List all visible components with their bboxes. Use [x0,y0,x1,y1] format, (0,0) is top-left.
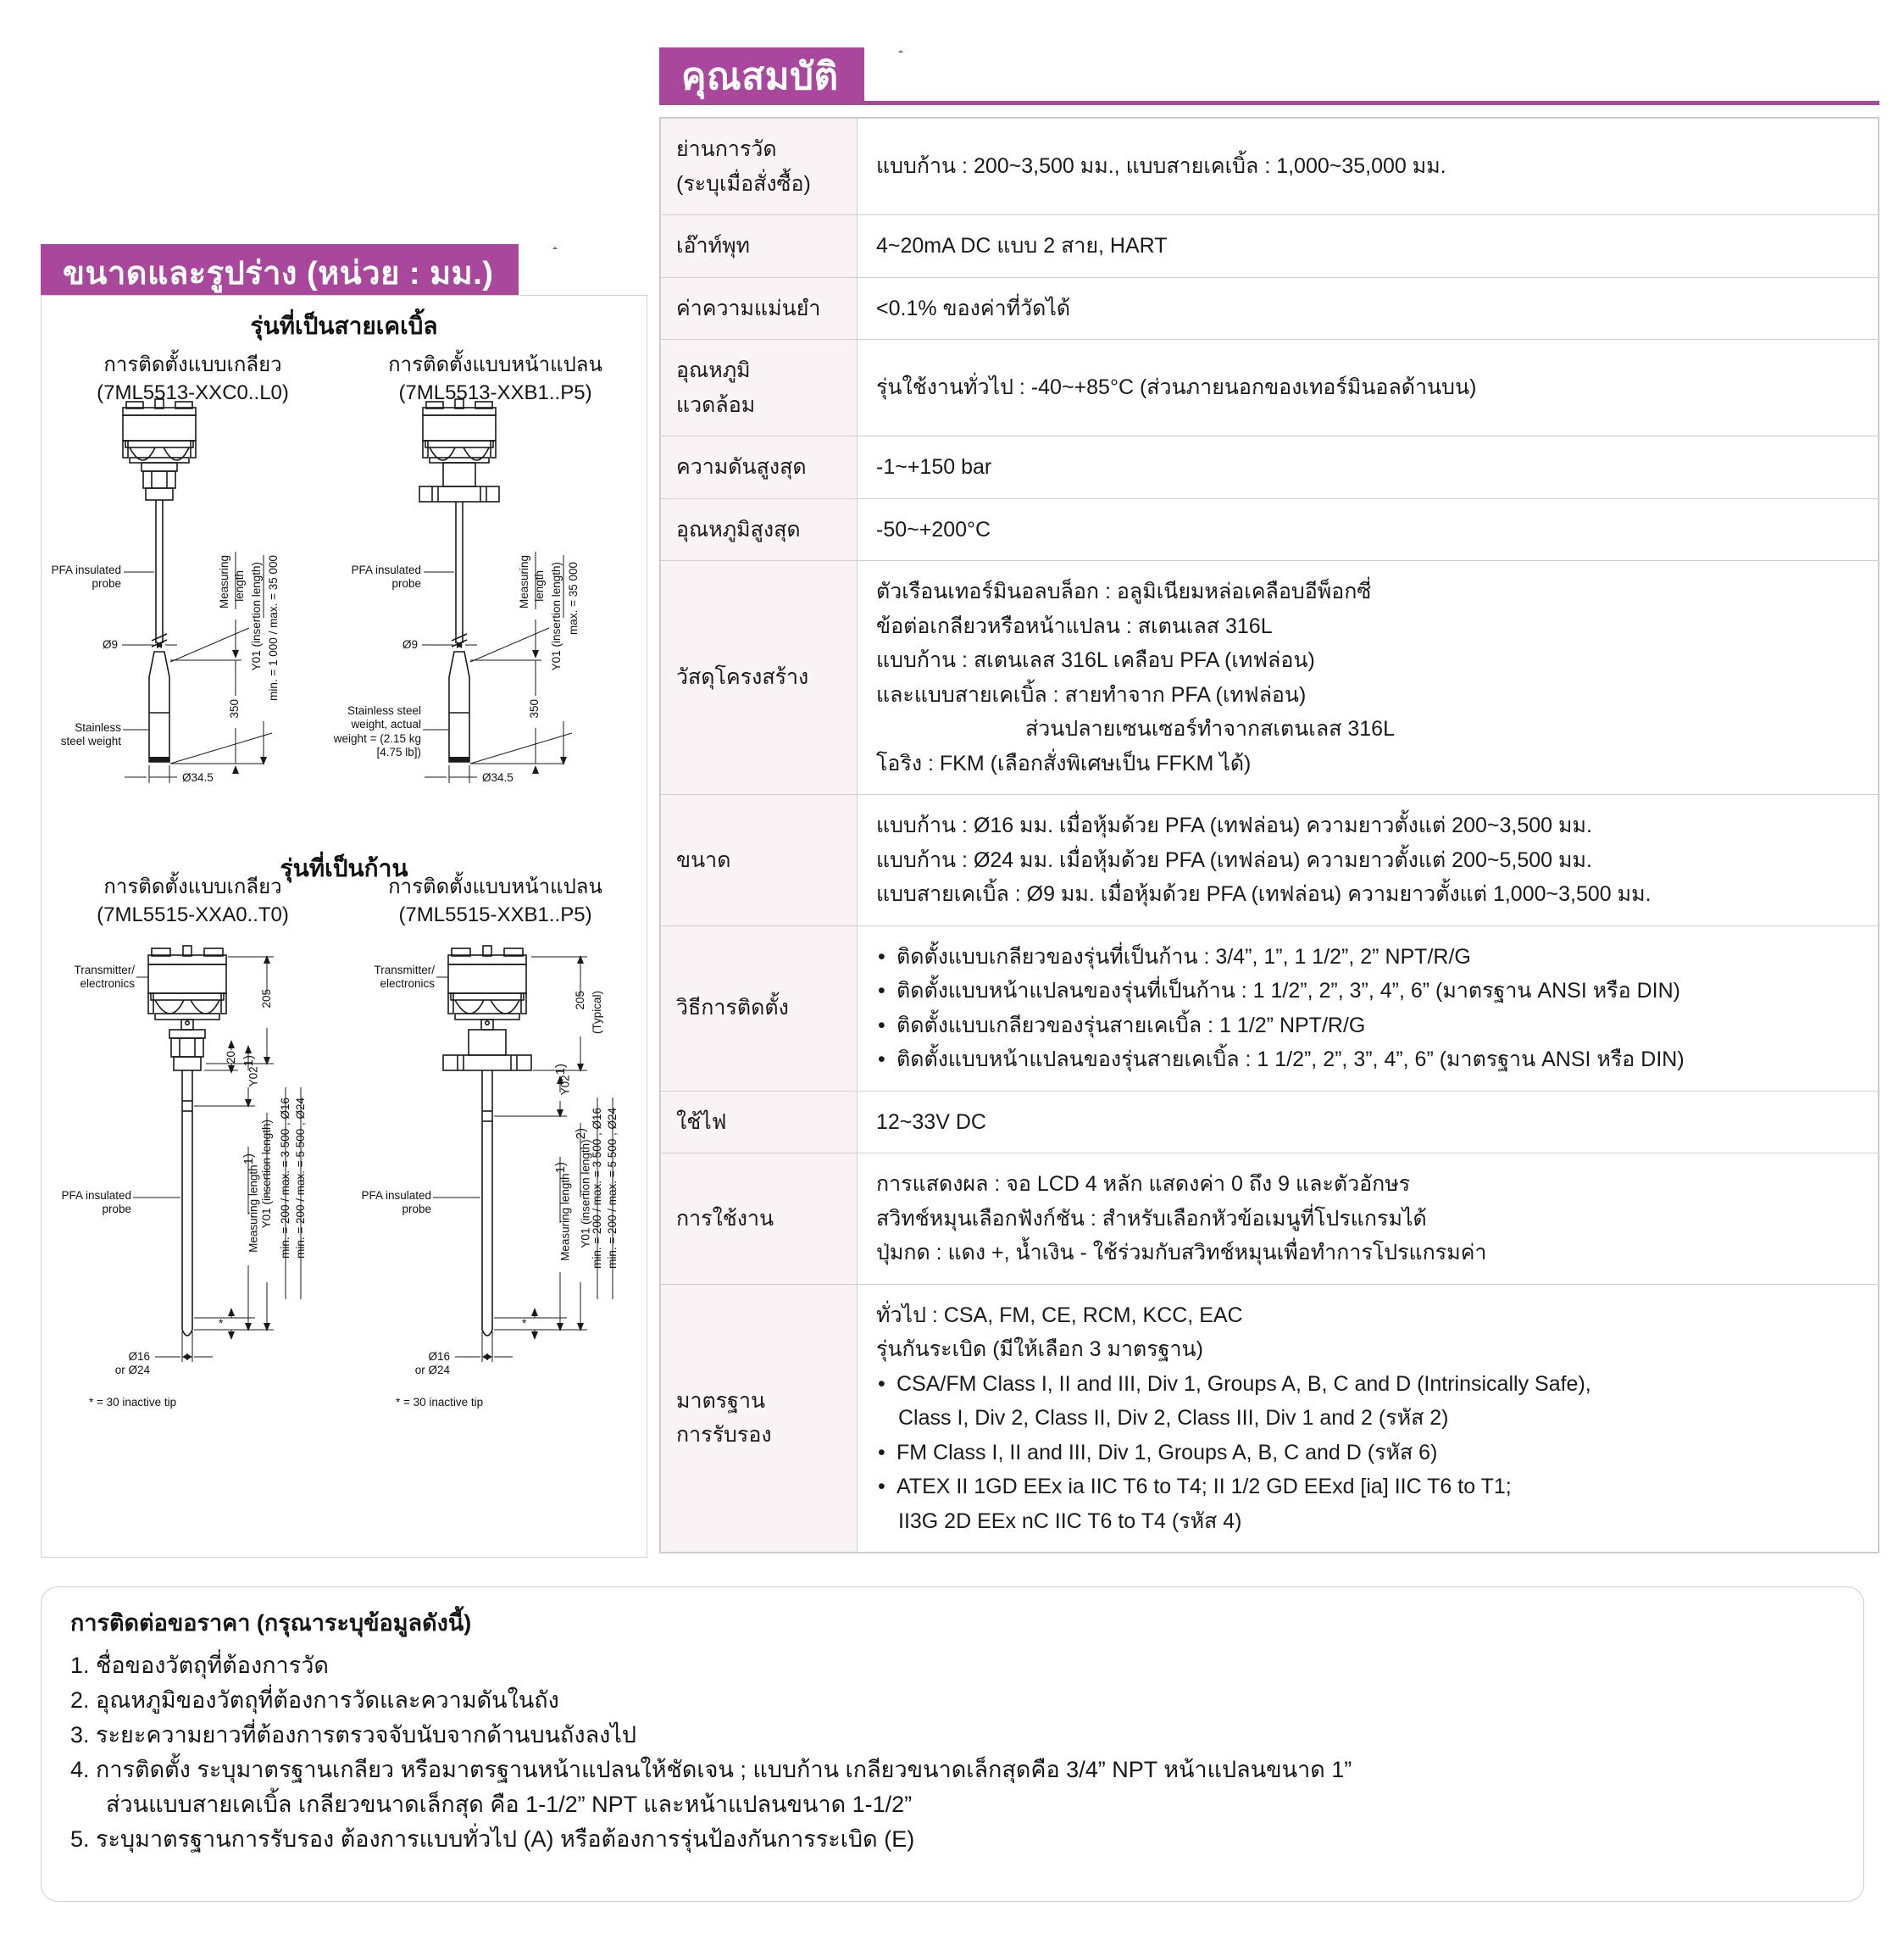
table-row [661,1091,1879,1153]
spec-key-ambient-temperature [661,340,858,436]
y02-label: Y02$^{1)}$ [241,1055,260,1087]
list-item: • ATEX II 1GD EEx ia IIC T6 to T4; II 1/2 GD EExd [ia] IIC T6 to T1; [876,1470,1862,1504]
inactive-tip-star: * [219,1317,224,1330]
spec-key-max-pressure [661,436,858,499]
typical-label: (Typical) [591,991,603,1035]
spec-value-ambient-temperature [858,340,1879,436]
key-line: ย่านการวัด [676,137,777,161]
spec-key-accuracy [661,277,858,340]
spec-key-materials [661,561,858,795]
key-line: ใช้ไฟ [676,1109,727,1134]
spec-key-measuring-range [661,119,858,215]
measuring-length-label-4: length [533,570,546,602]
certification-list [876,1367,1862,1539]
dimension-drawings-panel [41,295,647,1558]
min-max-16-label: min. = 200 / max. = 3 500 , Ø16 [279,1098,291,1259]
specifications-table-wrapper [659,117,1879,1553]
pfa-probe-label-4: PFA insulated probe [361,1189,431,1216]
y01-insertion-length-label: Y01 (insertion length) [250,562,263,671]
value-line: 12~33V DC [876,1109,986,1134]
spec-value-max-temperature [858,498,1879,561]
list-item: • ติดตั้งแบบหน้าแปลนของรุ่นสายเคเบิ้ล : 1 1/2”, 2”, 3”, 4”, 6” (มาตรฐาน ANSI หรือ DIN) [876,1042,1862,1077]
table-row [661,795,1879,926]
dimensions-banner-label: ขนาดและรูปร่าง (หน่วย : มม.) [63,255,494,292]
key-line: ความดันสูงสุด [676,455,807,479]
rod-section-title: รุ่นที่เป็นก้าน [280,855,408,881]
note-item-1: 1. ชื่อของวัตถุที่ต้องการวัด [70,1653,329,1678]
stainless-weight-label: Stainless steel weight [60,721,121,748]
rod-flanged-drawing [345,943,647,1426]
value-line: โอริง : FKM (เลือกสั่งพิเศษเป็น FFKM ได้) [876,751,1252,775]
min-max-label: min. = 1 000 / max. = 35 000 [267,555,280,701]
cable-flanged-svg [345,397,647,830]
rod-diameter-label-2: Ø16 or Ø24 [414,1350,450,1377]
spec-value-output [858,215,1879,278]
key-line: ขนาด [676,847,731,872]
features-banner [659,47,864,105]
list-item: • ติดตั้งแบบเกลียวของรุ่นสายเคเบิ้ล : 1 1/2” NPT/R/G [876,1009,1862,1043]
rod-threaded-drawing [42,943,345,1426]
spec-key-operation [661,1153,858,1285]
cable-threaded-caption-line2: (7ML5513-XXC0..L0) [97,381,289,404]
stainless-weight-actual-label: Stainless steel weight, actual weight = (2.15 kg [4.75 lb]) [333,704,421,759]
value-line: รุ่นกันระเบิด (มีให้เลือก 3 มาตรฐาน) [876,1337,1203,1361]
key-line: การใช้งาน [676,1206,774,1231]
spec-value-max-pressure [858,436,1879,499]
note-item-5: 5. ระบุมาตรฐานการรับรอง ต้องการแบบทั่วไป (A) หรือต้องการรุ่นป้องกันการระเบิด (E) [70,1826,915,1853]
spec-value-accuracy [858,277,1879,340]
spec-key-mounting [661,925,858,1091]
value-line: รุ่นใช้งานทั่วไป : -40~+85°C (ส่วนภายนอกของเทอร์มินอลด้านบน) [876,375,1477,400]
key-line: แวดล้อม [676,392,756,417]
key-line: มาตรฐาน [676,1388,766,1413]
list-item-continuation: II3G 2D EEx nC IIC T6 to T4 (รหัส 4) [898,1509,1242,1533]
table-row [661,1284,1879,1553]
rod-flanged-column [344,874,647,929]
cable-flanged-caption-line1: การติดตั้งแบบหน้าแปลน [388,353,602,376]
rod-drawing-pair [42,874,647,929]
value-line: สวิทช์หมุนเลือกฟังก์ชัน : สำหรับเลือกหัวข้อเมนูที่โปรแกรมได้ [876,1206,1427,1231]
dim-20-label: 20 [225,1051,237,1064]
table-row [661,436,1879,499]
spec-key-certifications [661,1284,858,1553]
y01-insertion-length-label-3: Y01 (insertion length) [260,1120,273,1229]
table-row [661,561,1879,795]
spec-value-mounting [858,925,1879,1091]
value-line: แบบก้าน : สเตนเลส 316L เคลือบ PFA (เทฟล่อน) [876,648,1315,672]
note-item-4-main: 4. การติดตั้ง ระบุมาตรฐานเกลียว หรือมาตรฐานหน้าแปลนให้ชัดเจน ; แบบก้าน เกลียวขนาดเล็กสุดคือ 3/4” NPT หน้าแปลนขนาด 1” [70,1757,1352,1783]
cable-flanged-drawing [333,397,647,830]
rod-flanged-caption-line1: การติดตั้งแบบหน้าแปลน [388,875,602,898]
value-line: 4~20mA DC แบบ 2 สาย, HART [876,234,1168,258]
value-line: แบบก้าน : Ø24 มม. เมื่อหุ้มด้วย PFA (เทฟล่อน) ความยาวตั้งแต่ 200~5,500 มม. [876,847,1592,872]
value-line: แบบก้าน : 200~3,500 มม., แบบสายเคเบิ้ล : 1,000~35,000 มม. [876,154,1446,179]
measuring-length-label-5: Measuring length$^{1)}$ [241,1153,260,1253]
rod-diameter-label: Ø16 or Ø24 [114,1350,150,1377]
value-line: ทั่วไป : CSA, FM, CE, RCM, KCC, EAC [876,1303,1243,1327]
key-line: วัสดุโครงสร้าง [676,665,809,690]
table-row [661,340,1879,436]
dim-350-label-2: 350 [528,699,541,719]
diameter-9-label: Ø9 [102,638,118,651]
spec-key-output [661,215,858,278]
table-row [661,119,1879,215]
quotation-note-box [41,1587,1864,1902]
features-banner-label: คุณสมบัติ [681,56,839,97]
table-row [661,925,1879,1091]
inactive-tip-star-2: * [522,1317,527,1330]
note-item-4 [70,1753,1835,1822]
table-row [661,1153,1879,1285]
pfa-probe-label-3: PFA insulated probe [61,1189,131,1216]
value-line: ปุ่มกด : แดง +, น้ำเงิน - ใช้ร่วมกับสวิทช์หมุนเพื่อทำการโปรแกรมค่า [876,1241,1487,1264]
list-item-continuation: Class I, Div 2, Class II, Div 2, Class III, Div 1 and 2 (รหัส 2) [898,1406,1449,1430]
y01-insertion-length-label-4: Y01 (insertion length)$^{2)}$ [574,1128,592,1248]
spec-value-size [858,795,1879,926]
rod-threaded-column [42,874,344,929]
specifications-table [660,118,1879,1553]
key-line: การรับรอง [676,1423,772,1448]
value-line: แบบสายเคเบิ้ล : Ø9 มม. เมื่อหุ้มด้วย PFA (เทฟล่อน) ความยาวตั้งแต่ 1,000~3,500 มม. [876,882,1651,906]
list-item: • ติดตั้งแบบเกลียวของรุ่นที่เป็นก้าน : 3/4”, 1”, 1 1/2”, 2” NPT/R/G [876,940,1862,975]
key-line: (ระบุเมื่อสั่งซื้อ) [676,171,811,196]
table-row [661,498,1879,561]
key-line: ค่าความแม่นยำ [676,296,821,320]
value-line: ข้อต่อเกลียวหรือหน้าแปลน : สเตนเลส 316L [876,614,1273,638]
note-item-3: 3. ระยะความยาวที่ต้องการตรวจจับนับจากด้านบนถังลงไป [70,1722,637,1748]
value-line: <0.1% ของค่าที่วัดได้ [876,296,1071,320]
value-line: ตัวเรือนเทอร์มินอลบล็อก : อลูมิเนียมหล่อเคลือบอีพ็อกซี่ [876,580,1372,603]
rod-flanged-caption-line2: (7ML5515-XXB1..P5) [398,903,592,926]
measuring-length-label-3: Measuring [518,555,530,609]
value-line: -1~+150 bar [876,455,992,479]
key-line: อุณหภูมิ [676,358,751,382]
table-row [661,277,1879,340]
banner-slant-shape [898,47,903,53]
measuring-length-label-6: Measuring length$^{1)}$ [553,1162,572,1261]
cable-threaded-drawing [42,397,345,830]
dim-205-label: 205 [260,989,273,1009]
min-max-16-label-2: min. = 200 / max. = 3 500 , Ø16 [591,1108,603,1269]
cable-section-title: รุ่นที่เป็นสายเคเบิ้ล [250,313,438,339]
spec-value-measuring-range [858,119,1879,215]
spec-key-size [661,795,858,926]
note-heading: การติดต่อขอราคา (กรุณาระบุข้อมูลดังนี้) [70,1610,472,1636]
pfa-probe-label: PFA insulated probe [51,564,121,591]
diameter-9-label-2: Ø9 [402,638,418,651]
max-label: max. = 35 000 [567,562,580,635]
cable-flanged-caption-line2: (7ML5513-XXB1..P5) [398,381,592,404]
note-item-4-sub: ส่วนแบบสายเคเบิ้ล เกลียวขนาดเล็กสุด คือ 1-1/2” NPT และหน้าแปลนขนาด 1-1/2” [106,1792,913,1818]
dim-350-label: 350 [228,699,241,719]
transmitter-electronics-label-2: Transmitter/ electronics [374,964,435,991]
diameter-34-5-label-2: Ø34.5 [482,771,513,784]
rod-threaded-caption-line1: การติดตั้งแบบเกลียว [103,875,282,898]
value-line: และแบบสายเคเบิ้ล : สายทำจาก PFA (เทฟล่อน) [876,682,1307,707]
list-item: • CSA/FM Class I, II and III, Div 1, Groups A, B, C and D (Intrinsically Safe), [876,1367,1862,1402]
value-line: -50~+200°C [876,517,991,542]
cable-threaded-svg [42,397,345,830]
rod-threaded-caption-line2: (7ML5515-XXA0..T0) [97,903,289,926]
min-max-24-label: min. = 200 / max. = 5 500 , Ø24 [294,1098,307,1259]
cable-threaded-caption-line1: การติดตั้งแบบเกลียว [103,353,282,376]
transmitter-electronics-label: Transmitter/ electronics [74,964,135,991]
spec-value-power [858,1091,1879,1153]
inactive-tip-footnote-2: * = 30 inactive tip [396,1396,484,1409]
key-line: อุณหภูมิสูงสุด [676,517,801,542]
list-item: • FM Class I, II and III, Div 1, Groups A, B, C and D (รหัส 6) [876,1436,1862,1470]
list-item: • ติดตั้งแบบหน้าแปลนของรุ่นที่เป็นก้าน : 1 1/2”, 2”, 3”, 4”, 6” (มาตรฐาน ANSI หรือ DIN) [876,974,1862,1009]
pfa-probe-label-2: PFA insulated probe [351,564,421,591]
inactive-tip-footnote: * = 30 inactive tip [89,1396,177,1409]
value-line: แบบก้าน : Ø16 มม. เมื่อหุ้มด้วย PFA (เทฟล่อน) ความยาวตั้งแต่ 200~3,500 มม. [876,814,1592,837]
spec-value-materials [858,561,1879,795]
mounting-list [876,940,1862,1077]
diameter-34-5-label: Ø34.5 [182,771,214,784]
spec-value-certifications [858,1284,1879,1553]
banner-slant-shape-2 [552,244,558,249]
note-item-2: 2. อุณหภูมิของวัตถุที่ต้องการวัดและความดันในถัง [70,1687,559,1714]
dimensions-banner [41,244,519,300]
key-line: วิธีการติดตั้ง [676,996,789,1020]
measuring-length-label: Measuring [218,555,230,609]
measuring-length-label-2: length [233,570,246,602]
value-line: การแสดงผล : จอ LCD 4 หลัก แสดงค่า 0 ถึง 9 และตัวอักษร [876,1172,1411,1196]
spec-key-power [661,1091,858,1153]
value-line: ส่วนปลายเซนเซอร์ทำจากสเตนเลส 316L [1025,717,1395,741]
dim-205-label-2: 205 [574,991,586,1010]
y02-label-2: Y02$^{1)}$ [553,1064,572,1096]
features-banner-rule [847,101,1879,105]
y01-insertion-length-label-2: Y01 (insertion length) [550,562,563,671]
spec-value-operation [858,1153,1879,1285]
min-max-24-label-2: min. = 200 / max. = 5 500 , Ø24 [606,1108,619,1269]
key-line: เอ๊าท์พุท [676,234,751,258]
spec-key-max-temperature [661,498,858,561]
table-row [661,215,1879,278]
